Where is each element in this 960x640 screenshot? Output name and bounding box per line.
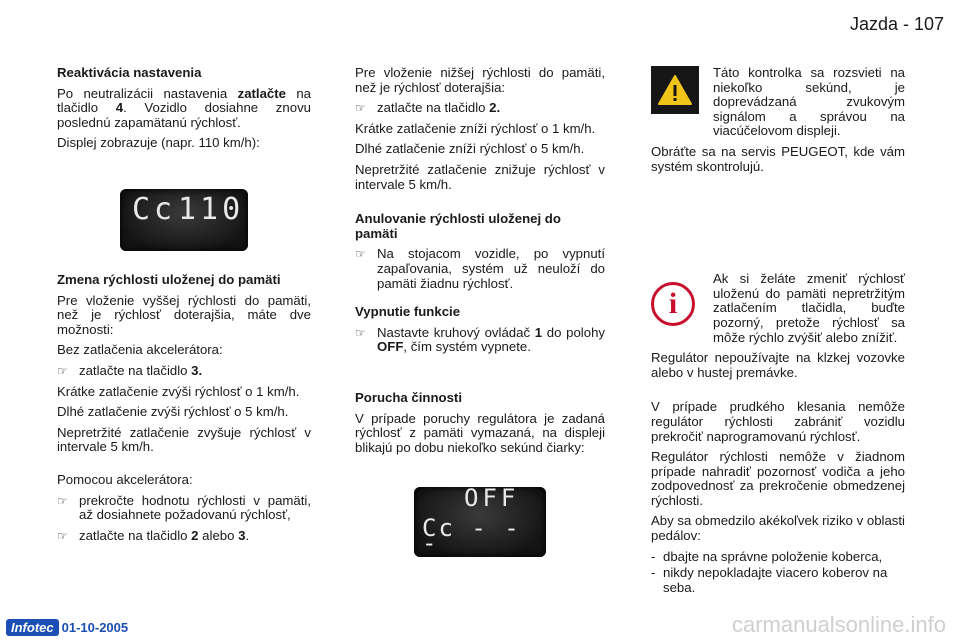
change-paragraph-4: Dlhé zatlačenie zvýši rýchlosť o 5 km/h.: [57, 404, 289, 420]
infotec-logo: Infotec: [6, 619, 59, 636]
page-title: Jazda - 107: [849, 14, 944, 34]
pointing-hand-icon: ☞: [355, 325, 366, 340]
list-item: ☞ Nastavte kruhový ovládač 1 do polohy OFF, čím systém vypnete.: [355, 324, 606, 355]
pointing-hand-icon: ☞: [57, 363, 68, 378]
change-paragraph-6: Pomocou akcelerátora:: [57, 471, 193, 487]
display-speed-text: 110: [178, 191, 245, 227]
change-paragraph-5: Nepretržité zatlačenie zvyšuje rýchlosť v intervale 5 km/h.: [57, 424, 311, 455]
info-block: [651, 272, 905, 345]
lower-paragraph-3: Dlhé zatlačenie zníži rýchlosť o 5 km/h.: [355, 141, 585, 157]
watermark: carmanualsonline.info: [731, 612, 946, 637]
cancel-heading: Anulovanie rýchlosti uloženej do pamäti: [355, 211, 561, 241]
warning-triangle-icon: [651, 66, 699, 114]
pointing-hand-icon: ☞: [355, 101, 366, 116]
display-cc-text: Cc: [132, 191, 177, 227]
lower-paragraph-2: Krátke zatlačenie zníži rýchlosť o 1 km/h.: [355, 120, 596, 136]
change-paragraph-1: Pre vloženie vyššej rýchlosti do pamäti, než je rýchlosť doterajšia, máte dve možnosti:: [57, 292, 311, 337]
list-item: ☞ zatlačte na tlačidlo 2.: [355, 100, 501, 116]
reactivation-paragraph: Po neutralizácii nastavenia zatlačte na tlačidlo 4. Vozidlo dosiahne znovu poslednú zapamätanú rýchlosť.: [57, 85, 312, 130]
pointing-hand-icon: ☞: [355, 247, 366, 262]
footer-date: 01-10-2005: [61, 620, 129, 635]
pedal-paragraph: Aby sa obmedzilo akékoľvek riziko v oblasti pedálov:: [651, 513, 905, 544]
speed-display-image: [120, 189, 248, 251]
display-off-text: OFF: [464, 484, 520, 513]
warning-block: [651, 66, 905, 139]
change-paragraph-2: Bez zatlačenia akcelerátora:: [57, 342, 223, 358]
column-3: [651, 66, 905, 597]
change-heading: Zmena rýchlosti uloženej do pamäti: [57, 271, 281, 287]
display-dashes-text: Cc - - -: [422, 514, 521, 557]
change-paragraph-3: Krátke zatlačenie zvýši rýchlosť o 1 km/h.: [57, 383, 300, 399]
warning-paragraph-2: Obráťte sa na servis PEUGEOT, kde vám systém skontrolujú.: [651, 143, 905, 174]
fault-heading: Porucha činnosti: [355, 389, 462, 405]
list-item: - nikdy nepokladajte viacero koberov na seba.: [651, 565, 888, 595]
info-paragraph: Ak si želáte zmeniť rýchlosť uloženú do pamäti nepretržitým zatlačením tlačidla, buďte pozorný, pretože rýchlosť sa môže rýchlo zvýšiť alebo znížiť.: [713, 271, 905, 345]
reactivation-heading: Reaktivácia nastavenia: [57, 65, 202, 80]
footer: [6, 619, 128, 636]
list-item: ☞ Na stojacom vozidle, po vypnutí zapaľovania, systém už neuloží do pamäti žiadnu rýchlosť.: [355, 246, 605, 291]
display-caption: Displej zobrazuje (napr. 110 km/h):: [57, 135, 260, 151]
fault-paragraph: V prípade poruchy regulátora je zadaná rýchlosť z pamäti vymazaná, na displeji blikajú po dobu niekoľko sekúnd čiarky:: [355, 410, 605, 455]
info-icon: i: [651, 282, 695, 326]
fault-display-image: [414, 484, 546, 557]
off-heading: Vypnutie funkcie: [355, 304, 461, 320]
slope-paragraph: V prípade prudkého klesania nemôže regulátor rýchlosti zabrániť vozidlu prekročiť naprogramovanú rýchlosť.: [651, 399, 905, 444]
info-paragraph-2: Regulátor nepoužívajte na klzkej vozovke alebo v hustej premávke.: [651, 350, 905, 380]
list-item: ☞ zatlačte na tlačidlo 3.: [57, 362, 203, 378]
lower-paragraph-1: Pre vloženie nižšej rýchlosti do pamäti, než je rýchlosť doterajšia:: [355, 65, 605, 95]
pointing-hand-icon: ☞: [57, 493, 68, 508]
list-item: ☞ zatlačte na tlačidlo 2 alebo 3.: [57, 527, 250, 543]
driver-paragraph: Regulátor rýchlosti nemôže v žiadnom prípade nahradiť pozornosť vodiča a jeho zodpovednosť za prekročenie obmedzenej rýchlosti.: [651, 449, 905, 508]
column-2: [355, 66, 605, 557]
list-item: - dbajte na správne položenie koberca,: [651, 548, 883, 564]
column-1: [57, 66, 311, 549]
lower-paragraph-4: Nepretržité zatlačenie znižuje rýchlosť v intervale 5 km/h.: [355, 161, 605, 192]
pointing-hand-icon: ☞: [57, 528, 68, 543]
warning-paragraph: Táto kontrolka sa rozsvieti na niekoľko sekúnd, je doprevádzaná zvukovým signálom a správou na viacúčelovom displeji.: [713, 65, 905, 139]
list-item: ☞ prekročte hodnotu rýchlosti v pamäti, až dosiahnete požadovanú rýchlosť,: [57, 492, 311, 523]
